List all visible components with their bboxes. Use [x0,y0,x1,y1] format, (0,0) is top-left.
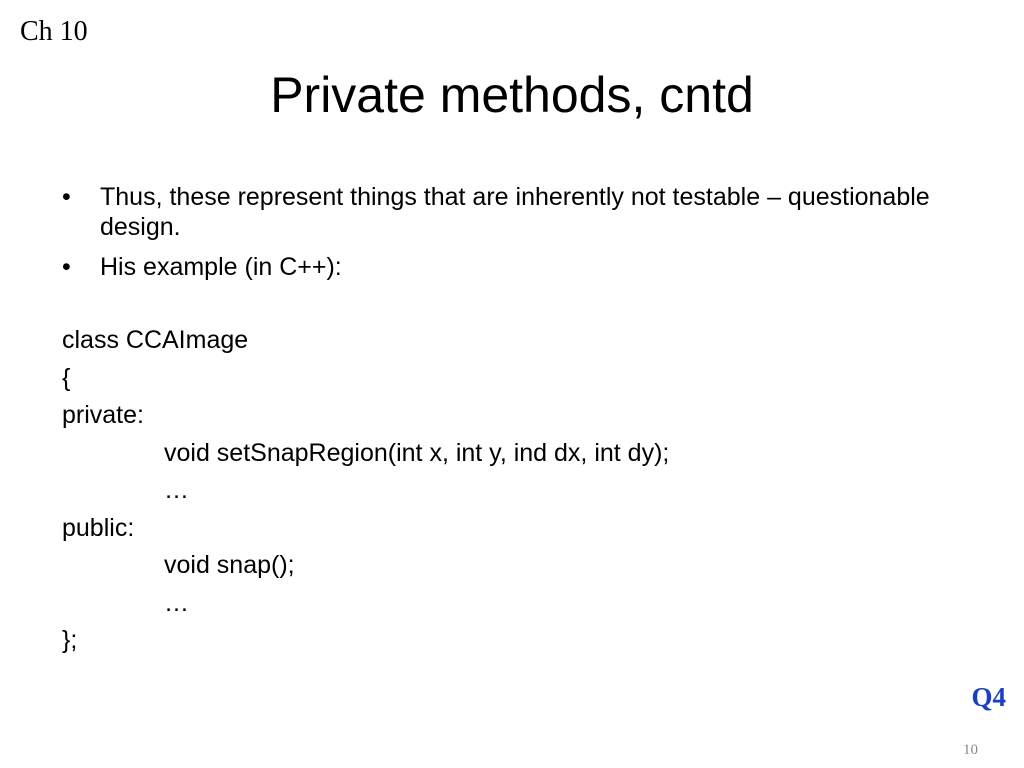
code-line-class-declaration: class CCAImage [62,326,249,354]
code-line-public-method: void snap(); [164,551,295,579]
slide-title: Private methods, cntd [270,67,754,123]
code-line-close-brace: }; [62,626,78,654]
bullet-icon: • [62,183,71,211]
code-line-private-method: void setSnapRegion(int x, int y, ind dx, int dy); [164,438,670,467]
bullet-text: Thus, these represent things that are inherently not testable – questionable design. [100,183,930,241]
code-line-private-label: private: [62,401,144,429]
bullet-icon: • [62,253,71,281]
code-block [62,322,962,660]
page-number: 10 [963,742,978,758]
chapter-label: Ch 10 [20,16,88,47]
bullet-item [62,182,962,242]
bullet-item [62,252,962,282]
code-line-private-ellipsis: … [164,476,189,504]
code-line-public-label: public: [62,513,135,542]
code-line-public-ellipsis: … [164,588,189,617]
code-line-open-brace: { [62,363,71,392]
bullet-text: His example (in C++): [100,253,342,281]
quiz-marker: Q4 [971,682,1006,712]
bullet-list [62,182,962,292]
